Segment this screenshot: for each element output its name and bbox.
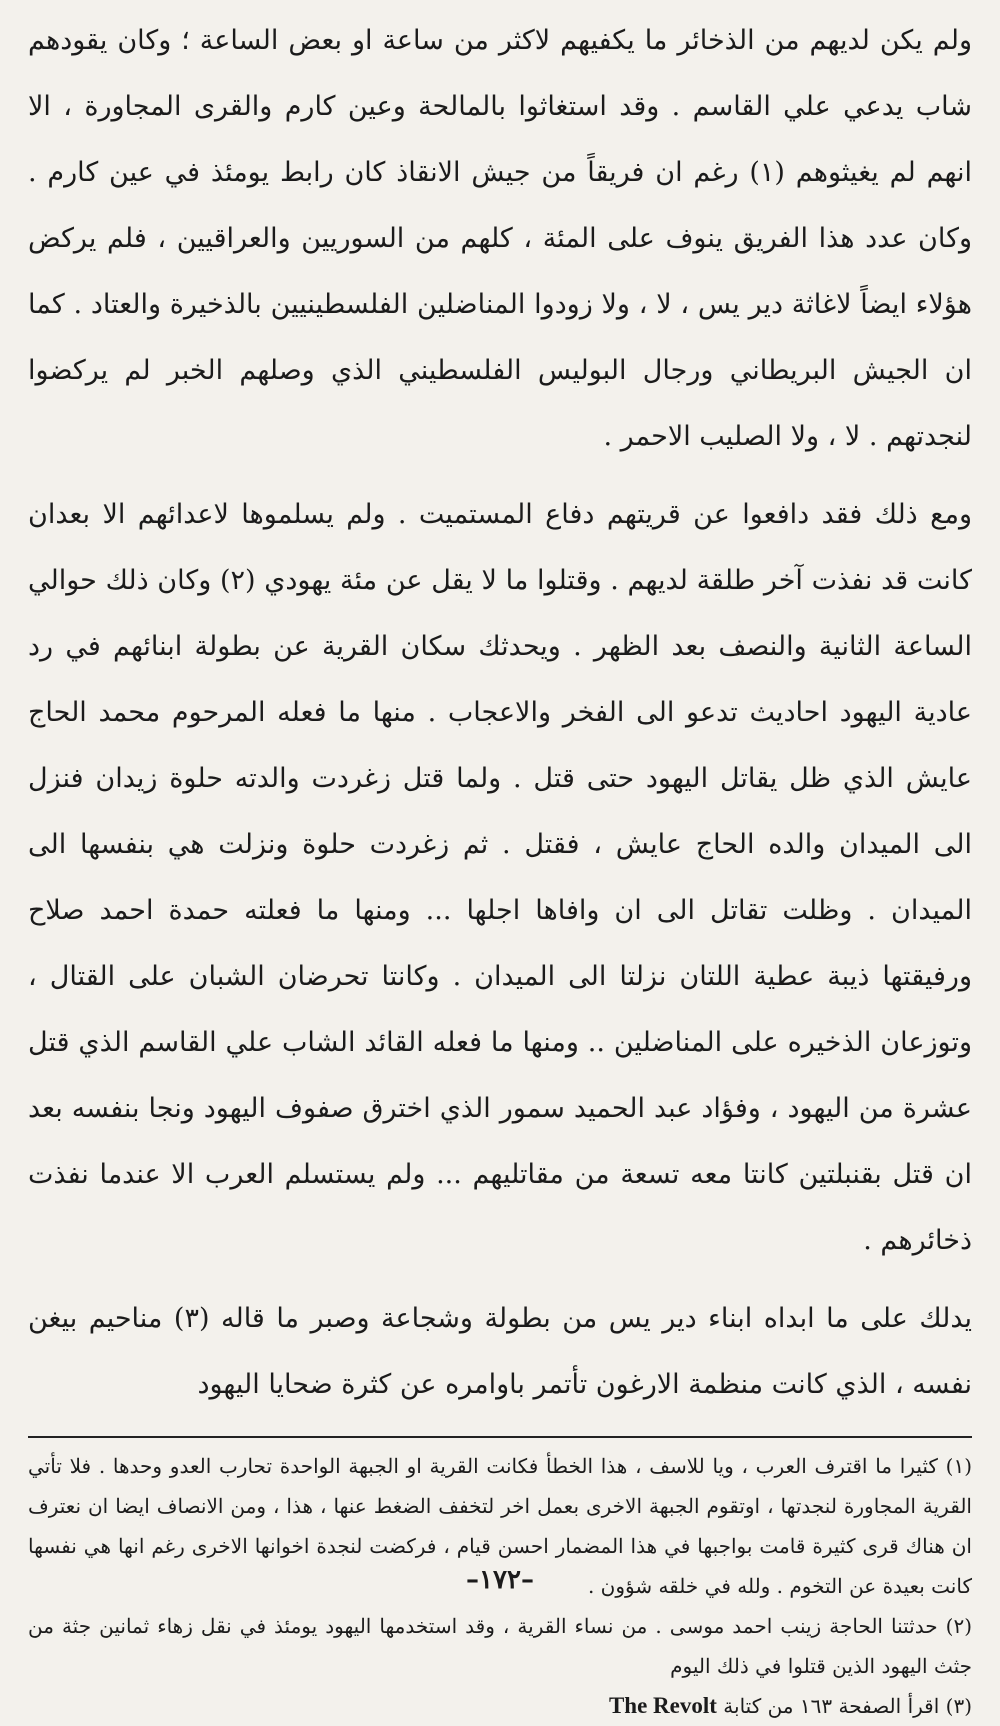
page-number: –١٧٢– [466, 1565, 534, 1595]
footnote-1: (١) كثيرا ما اقترف العرب ، ويا للاسف ، هذا الخطأ فكانت القرية او الجبهة الواحدة تحارب العدو وحدها . فلا تأتي القرية المجاورة لنجدتها ، اوتقوم الجبهة الاخرى بعمل اخر لتخفف الضغط عنها ، هذا ، ومن الانصاف ايضا ان نعترف ان هناك قرى كثيرة قامت بواجبها في هذا المضمار احسن قيام ، فركضت لنجدة اخوانها الاخرى رغم انها هي نفسها كانت بعيدة عن التخوم . ولله في خلقه شؤون . [28, 1454, 972, 1598]
footnote-3-text: (٣) اقرأ الصفحة ١٦٣ من كتابة [723, 1694, 972, 1718]
main-text [28, 8, 972, 1418]
paragraph-1: ولم يكن لديهم من الذخائر ما يكفيهم لاكثر من ساعة او بعض الساعة ؛ وكان يقودهم شاب يدعي علي القاسم . وقد استغاثوا بالمالحة وعين كارم والقرى المجاورة ، الا انهم لم يغيثوهم (١) رغم ان فريقاً من جيش الانقاذ كان رابط يومئذ في عين كارم . وكان عدد هذا الفريق ينوف على المئة ، كلهم من السوريين والعراقيين ، فلم يركض هؤلاء ايضاً لاغاثة دير يس ، لا ، ولا زودوا المناضلين الفلسطينيين بالذخيرة والعتاد . كما ان الجيش البريطاني ورجال البوليس الفلسطيني الذي وصلهم الخبر لم يركضوا لنجدتهم . لا ، ولا الصليب الاحمر . [28, 25, 973, 452]
footnote-3 [28, 1686, 972, 1726]
paragraph-2: ومع ذلك فقد دافعوا عن قريتهم دفاع المستميت . ولم يسلموها لاعدائهم الا بعدان كانت قد نفذت آخر طلقة لديهم . وقتلوا ما لا يقل عن مئة يهودي (٢) وكان ذلك حوالي الساعة الثانية والنصف بعد الظهر . ويحدثك سكان القرية عن بطولة ابنائهم في رد عادية اليهود احاديث تدعو الى الفخر والاعجاب . منها ما فعله المرحوم محمد الحاج عايش الذي ظل يقاتل اليهود حتى قتل . ولما قتل زغردت والدته حلوة زيدان فنزل الى الميدان والده الحاج عايش ، فقتل . ثم زغردت حلوة ونزلت هي بنفسها الى الميدان . وظلت تقاتل الى ان وافاها اجلها ... ومنها ما فعلته حمدة احمد صلاح ورفيقتها ذيبة عطية اللتان نزلتا الى الميدان . وكانتا تحرضان الشبان على القتال ، وتوزعان الذخيره على المناضلين .. ومنها ما فعله القائد الشاب علي القاسم الذي قتل عشرة من اليهود ، وفؤاد عبد الحميد سمور الذي اخترق صفوف اليهود ونجا بنفسه بعد ان قتل بقنبلتين كانتا معه تسعة من مقاتليهم ... ولم يستسلم العرب الا عندما نفذت ذخائرهم . [28, 499, 973, 1256]
footnote-divider [28, 1436, 972, 1438]
book-title: The Revolt [608, 1693, 717, 1718]
paragraph-3: يدلك على ما ابداه ابناء دير يس من بطولة وشجاعة وصبر ما قاله (٣) مناحيم بيغن نفسه ، الذي كانت منظمة الارغون تأتمر باوامره عن كثرة ضحايا اليهود [28, 1303, 973, 1400]
footnote-2: (٢) حدثتنا الحاجة زينب احمد موسى . من نساء القرية ، وقد استخدمها اليهود يومئذ في نقل زهاء ثمانين جثة من جثث اليهود الذين قتلوا في ذلك اليوم [28, 1614, 972, 1678]
